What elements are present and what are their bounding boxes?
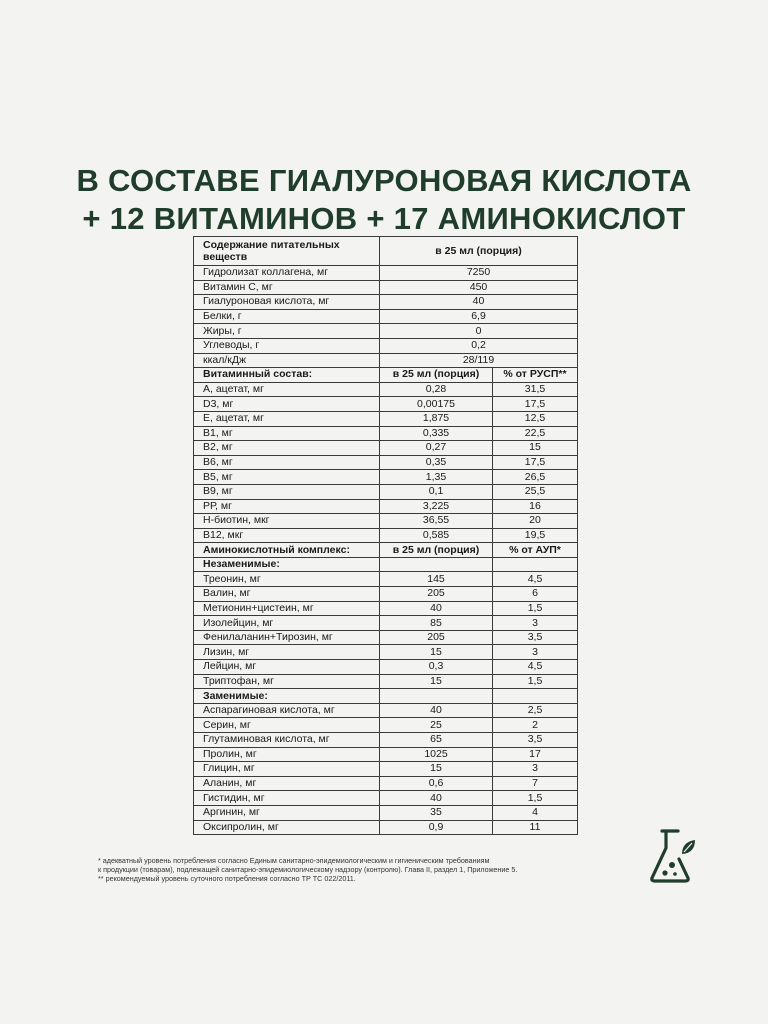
amino-percent: 17 [493,747,578,762]
nutrition-row [194,338,578,353]
nutrient-name: Жиры, г [194,324,380,339]
amino-name: Метионин+цистеин, мг [194,601,380,616]
amino-percent: 1,5 [493,791,578,806]
vitamins-header-row [194,368,578,383]
nutrition-table-body [194,237,578,835]
amino-amount: 40 [380,791,493,806]
amino-amount: 145 [380,572,493,587]
nutrient-value: 7250 [380,266,578,281]
nutrition-table [193,236,578,835]
amino-percent: 3 [493,616,578,631]
vitamin-percent: 20 [493,514,578,529]
amino-percent: 3 [493,762,578,777]
nutrition-row [194,309,578,324]
footnote-line-3: ** рекомендуемый уровень суточного потребления согласно ТР ТС 022/2011. [98,874,356,883]
vitamin-percent: 15 [493,441,578,456]
vitamin-amount: 0,585 [380,528,493,543]
vitamin-percent: 26,5 [493,470,578,485]
nutrition-header-label: Содержание питательных веществ [194,237,380,266]
footnote-line-2: к продукции (товарам), подлежащей санитарно-эпидемиологическому надзору (контролю). Глава II, раздел 1, Приложение 5. [98,865,518,874]
vitamin-name: D3, мг [194,397,380,412]
nutrition-header-row [194,237,578,266]
vitamins-header-label: Витаминный состав: [194,368,380,383]
vitamin-amount: 3,225 [380,499,493,514]
amino-row [194,703,578,718]
nutrient-name: Гидролизат коллагена, мг [194,266,380,281]
vitamin-row [194,382,578,397]
amino-percent: 4,5 [493,572,578,587]
vitamin-name: В6, мг [194,455,380,470]
amino-amount: 205 [380,587,493,602]
vitamin-row [194,514,578,529]
empty-cell [493,557,578,572]
amino-nonessential-label: Заменимые: [194,689,380,704]
amino-amount: 0,9 [380,820,493,835]
amino-name: Аланин, мг [194,776,380,791]
vitamin-name: Е, ацетат, мг [194,411,380,426]
vitamin-amount: 36,55 [380,514,493,529]
vitamin-name: А, ацетат, мг [194,382,380,397]
flask-leaf-icon [648,828,698,884]
vitamin-name: В1, мг [194,426,380,441]
amino-percent: 3,5 [493,733,578,748]
nutrient-name: Углеводы, г [194,338,380,353]
empty-cell [493,689,578,704]
amino-row [194,747,578,762]
amino-name: Валин, мг [194,587,380,602]
amino-amount: 85 [380,616,493,631]
vitamin-row [194,528,578,543]
vitamin-name: РР, мг [194,499,380,514]
amino-row [194,718,578,733]
amino-header-row [194,543,578,558]
nutrient-name: ккал/кДж [194,353,380,368]
amino-essential-label: Незаменимые: [194,557,380,572]
nutrient-name: Витамин С, мг [194,280,380,295]
nutrient-value: 450 [380,280,578,295]
vitamin-amount: 0,1 [380,484,493,499]
title-line-2: + 12 ВИТАМИНОВ + 17 АМИНОКИСЛОТ [82,201,686,236]
vitamin-row [194,441,578,456]
amino-row [194,805,578,820]
title-line-1: В СОСТАВЕ ГИАЛУРОНОВАЯ КИСЛОТА [76,163,692,198]
amino-row [194,645,578,660]
amino-percent: 11 [493,820,578,835]
amino-row [194,572,578,587]
amino-header-col1: в 25 мл (порция) [380,543,493,558]
amino-amount: 15 [380,762,493,777]
amino-row [194,820,578,835]
vitamin-amount: 0,35 [380,455,493,470]
empty-cell [380,689,493,704]
vitamin-percent: 31,5 [493,382,578,397]
amino-name: Триптофан, мг [194,674,380,689]
nutrition-row [194,266,578,281]
amino-percent: 1,5 [493,674,578,689]
vitamin-amount: 0,00175 [380,397,493,412]
nutrition-header-value: в 25 мл (порция) [380,237,578,266]
amino-percent: 7 [493,776,578,791]
vitamin-row [194,397,578,412]
vitamin-row [194,470,578,485]
nutrition-row [194,280,578,295]
amino-amount: 40 [380,703,493,718]
amino-row [194,674,578,689]
amino-row [194,791,578,806]
amino-amount: 205 [380,630,493,645]
amino-row [194,762,578,777]
amino-row [194,733,578,748]
amino-row [194,630,578,645]
amino-nonessential-subheader [194,689,578,704]
amino-amount: 40 [380,601,493,616]
footnotes [98,856,638,883]
amino-name: Глутаминовая кислота, мг [194,733,380,748]
page-title [0,162,768,238]
amino-amount: 15 [380,674,493,689]
nutrient-value: 40 [380,295,578,310]
vitamin-percent: 17,5 [493,397,578,412]
amino-name: Лейцин, мг [194,660,380,675]
footnote-line-1: * адекватный уровень потребления согласно Единым санитарно-эпидемиологическим и гигиеническим требованиям [98,856,490,865]
nutrient-value: 6,9 [380,309,578,324]
amino-name: Оксипролин, мг [194,820,380,835]
amino-name: Треонин, мг [194,572,380,587]
amino-row [194,587,578,602]
vitamin-amount: 1,35 [380,470,493,485]
nutrient-value: 0 [380,324,578,339]
vitamin-row [194,455,578,470]
nutrient-value: 28/119 [380,353,578,368]
amino-percent: 2,5 [493,703,578,718]
nutrition-row [194,324,578,339]
vitamin-name: В12, мкг [194,528,380,543]
vitamin-row [194,499,578,514]
amino-percent: 3,5 [493,630,578,645]
vitamin-name: В9, мг [194,484,380,499]
vitamin-amount: 0,27 [380,441,493,456]
vitamin-percent: 19,5 [493,528,578,543]
empty-cell [380,557,493,572]
amino-percent: 3 [493,645,578,660]
vitamin-percent: 22,5 [493,426,578,441]
amino-percent: 1,5 [493,601,578,616]
vitamin-name: Н-биотин, мкг [194,514,380,529]
vitamin-row [194,426,578,441]
amino-row [194,601,578,616]
amino-amount: 1025 [380,747,493,762]
vitamin-amount: 0,28 [380,382,493,397]
vitamin-amount: 1,875 [380,411,493,426]
vitamins-header-col1: в 25 мл (порция) [380,368,493,383]
amino-name: Аргинин, мг [194,805,380,820]
amino-name: Лизин, мг [194,645,380,660]
vitamin-percent: 17,5 [493,455,578,470]
amino-name: Изолейцин, мг [194,616,380,631]
vitamin-percent: 16 [493,499,578,514]
vitamin-percent: 12,5 [493,411,578,426]
vitamin-name: В2, мг [194,441,380,456]
amino-amount: 35 [380,805,493,820]
nutrient-name: Белки, г [194,309,380,324]
amino-amount: 0,6 [380,776,493,791]
amino-amount: 25 [380,718,493,733]
amino-name: Серин, мг [194,718,380,733]
vitamins-header-col2: % от РУСП** [493,368,578,383]
amino-name: Фенилаланин+Тирозин, мг [194,630,380,645]
amino-row [194,776,578,791]
nutrient-value: 0,2 [380,338,578,353]
vitamin-percent: 25,5 [493,484,578,499]
vitamin-amount: 0,335 [380,426,493,441]
amino-name: Гистидин, мг [194,791,380,806]
amino-percent: 6 [493,587,578,602]
amino-amount: 0,3 [380,660,493,675]
amino-percent: 4 [493,805,578,820]
nutrient-name: Гиалуроновая кислота, мг [194,295,380,310]
amino-header-col2: % от АУП* [493,543,578,558]
nutrition-row [194,353,578,368]
amino-percent: 2 [493,718,578,733]
nutrition-row [194,295,578,310]
amino-essential-subheader [194,557,578,572]
amino-name: Пролин, мг [194,747,380,762]
amino-header-label: Аминокислотный комплекс: [194,543,380,558]
amino-percent: 4,5 [493,660,578,675]
amino-row [194,660,578,675]
amino-row [194,616,578,631]
vitamin-name: В5, мг [194,470,380,485]
vitamin-row [194,411,578,426]
amino-name: Глицин, мг [194,762,380,777]
amino-name: Аспарагиновая кислота, мг [194,703,380,718]
amino-amount: 65 [380,733,493,748]
amino-amount: 15 [380,645,493,660]
vitamin-row [194,484,578,499]
